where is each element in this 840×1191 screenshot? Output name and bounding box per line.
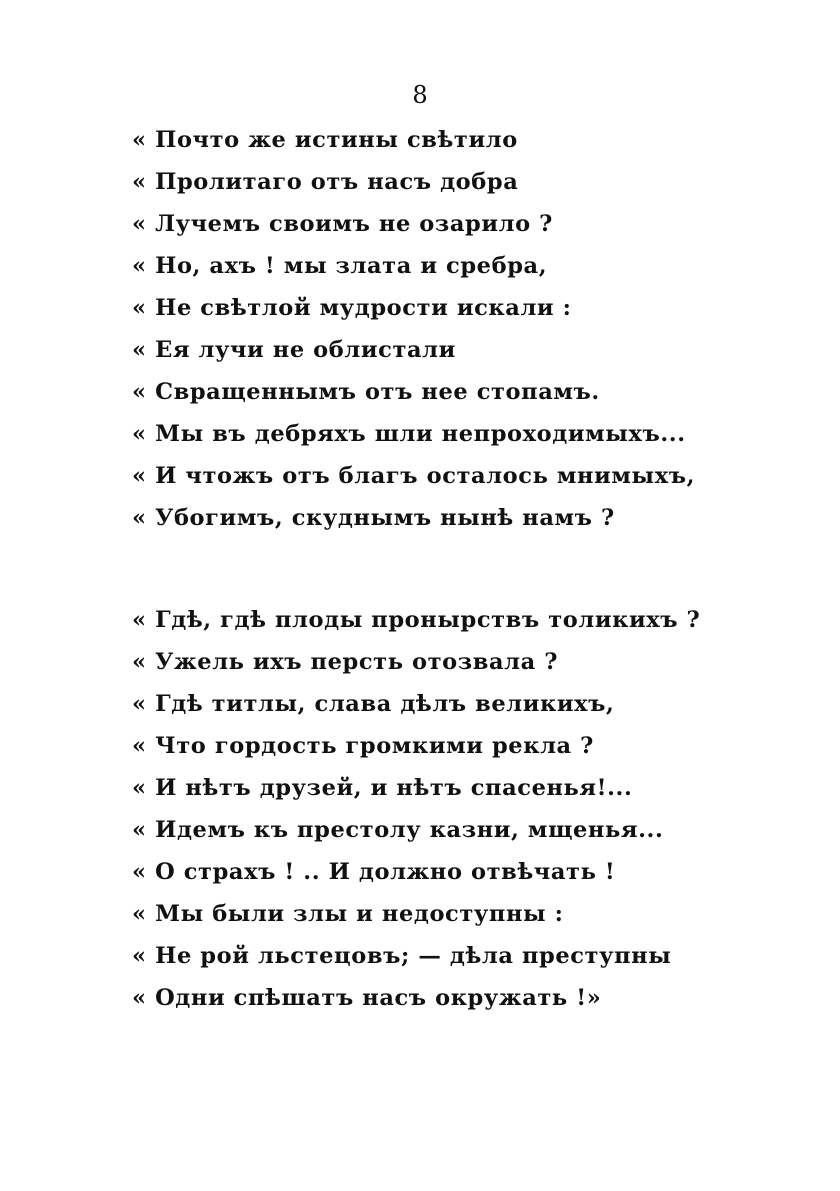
stanza-2 bbox=[132, 599, 812, 1019]
verse-line: « Гдѣ, гдѣ плоды пронырствъ толикихъ ? bbox=[132, 607, 701, 633]
verse-line: « Не рой льстецовъ; — дѣла преступны bbox=[132, 943, 672, 969]
verse-line: « Лучемъ своимъ не озарило ? bbox=[132, 211, 553, 237]
verse-line: « Пролитаго отъ насъ добра bbox=[132, 169, 519, 195]
verse-line: « О страхъ ! .. И должно отвѣчать ! bbox=[132, 859, 616, 885]
verse-line: « Убогимъ, скуднымъ нынѣ намъ ? bbox=[132, 505, 615, 531]
verse-line: « И нѣтъ друзей, и нѣтъ спасенья!... bbox=[132, 775, 633, 801]
verse-line: « Ея лучи не облистали bbox=[132, 337, 456, 363]
verse-line: « Мы были злы и недоступны : bbox=[132, 901, 564, 927]
verse-line: « Идемъ къ престолу казни, мщенья... bbox=[132, 817, 664, 843]
verse-line: « Не свѣтлой мудрости искали : bbox=[132, 295, 572, 321]
verse-line: « Свращеннымъ отъ нее стопамъ. bbox=[132, 379, 600, 405]
verse-line: « Что гордость громкими рекла ? bbox=[132, 733, 594, 759]
verse-line: « Но, ахъ ! мы злата и сребра, bbox=[132, 253, 548, 279]
verse-line: « И чтожъ отъ благъ осталось мнимыхъ, bbox=[132, 463, 696, 489]
stanza-1 bbox=[132, 119, 812, 539]
verse-line: « Ужель ихъ персть отозвала ? bbox=[132, 649, 559, 675]
verse-line: « Мы въ дебряхъ шли непроходимыхъ... bbox=[132, 421, 686, 447]
verse-line: « Одни спѣшатъ насъ окружать !» bbox=[132, 985, 602, 1011]
verse-line: « Гдѣ титлы, слава дѣлъ великихъ, bbox=[132, 691, 615, 717]
verse-line: « Почто же истины свѣтило bbox=[132, 127, 518, 153]
page-number: 8 bbox=[412, 81, 428, 109]
